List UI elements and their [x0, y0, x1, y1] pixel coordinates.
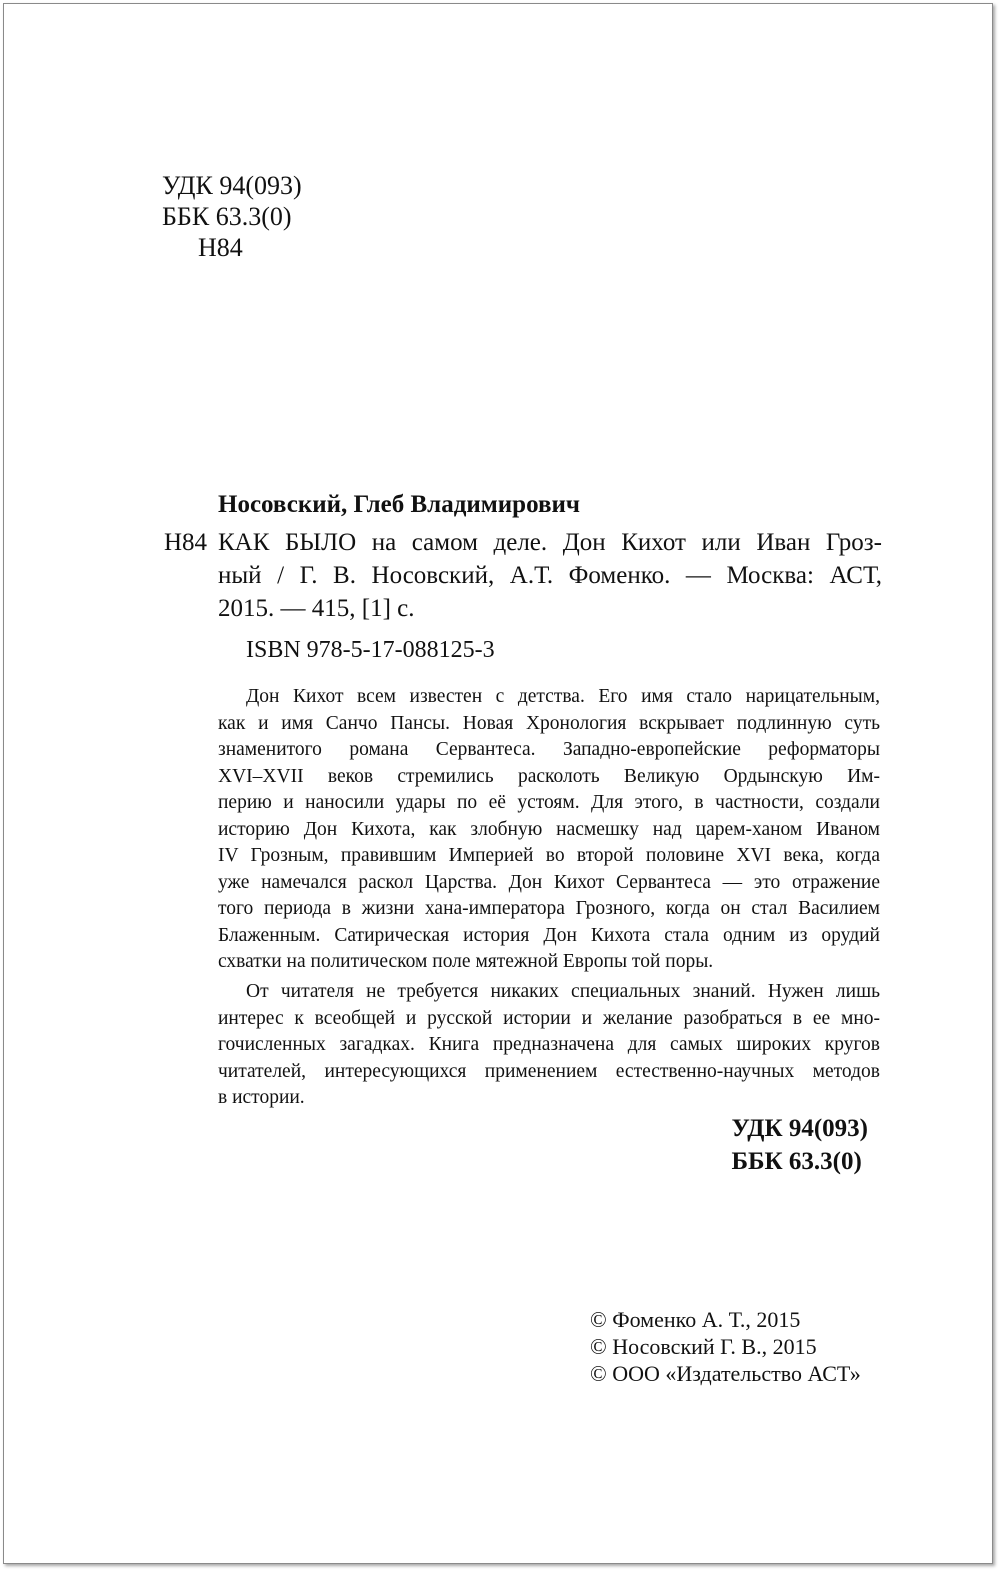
annotation-line: От читателя не требуется никаких специальных знаний. Нужен лишь	[246, 981, 880, 1002]
annotation-paragraph-2	[218, 979, 880, 1112]
author-mark: Н84	[198, 233, 243, 262]
copyright-line: © Фоменко А. Т., 2015	[590, 1307, 801, 1332]
copyright-block	[590, 1306, 861, 1387]
annotation-line: в истории.	[218, 1087, 305, 1108]
annotation-line: Блаженным. Сатирическая история Дон Кихота стала одним из орудий	[218, 924, 880, 946]
annotation-line: интерес к всеобщей и русской истории и желание разобраться в ее мно-	[218, 1007, 880, 1029]
annotation-line: как и имя Санчо Пансы. Новая Хронология вскрывает подлинную суть	[218, 712, 880, 734]
bibliographic-line: ный / Г. В. Носовский, А.Т. Фоменко. — Москва: АСТ,	[218, 562, 882, 589]
annotation-line: схватки на политическом поле мятежной Европы той поры.	[218, 951, 714, 972]
annotation-paragraph-1	[218, 684, 880, 976]
bbk-code: ББК 63.3(0)	[731, 1148, 862, 1175]
annotation-line: знаменитого романа Сервантеса. Западно-европейские реформаторы	[218, 739, 880, 760]
bibliographic-line: КАК БЫЛО на самом деле. Дон Кихот или Иван Гроз-	[218, 529, 882, 556]
author-name: Носовский, Глеб Владимирович	[218, 491, 580, 518]
document-page	[3, 3, 993, 1564]
isbn: ISBN 978-5-17-088125-3	[246, 637, 495, 663]
annotation-line: историю Дон Кихота, как злобную насмешку над царем-ханом Иваном	[218, 818, 880, 840]
annotation-line: IV Грозным, правившим Империей во второй половине XVI века, когда	[218, 845, 880, 866]
copyright-line: © ООО «Издательство АСТ»	[590, 1361, 861, 1386]
annotation-line: перию и наносили удары по её устоям. Для этого, в частности, создали	[218, 792, 880, 813]
annotation-line: читателей, интересующихся применением естественно-научных методов	[218, 1060, 880, 1082]
annotation-line: XVI–XVII веков стремились расколоть Великую Ордынскую Им-	[218, 765, 880, 787]
udk-code: УДК 94(093)	[162, 171, 302, 200]
classification-codes-bottom	[731, 1112, 868, 1178]
udk-code: УДК 94(093)	[731, 1115, 868, 1142]
bibliographic-line: 2015. — 415, [1] с.	[218, 595, 415, 622]
annotation-line: гочисленных загадках. Книга предназначена для самых широких кругов	[218, 1034, 880, 1055]
annotation-line: Дон Кихот всем известен с детства. Его имя стало нарицательным,	[246, 686, 880, 707]
classification-codes-top	[162, 170, 302, 263]
bibliographic-code: Н84	[164, 529, 208, 556]
copyright-line: © Носовский Г. В., 2015	[590, 1334, 817, 1359]
bbk-code: ББК 63.3(0)	[162, 202, 292, 231]
annotation-line: уже намечался раскол Царства. Дон Кихот Сервантеса — это отражение	[218, 871, 880, 893]
annotation-line: того периода в жизни хана-императора Грозного, когда он стал Василием	[218, 898, 880, 919]
